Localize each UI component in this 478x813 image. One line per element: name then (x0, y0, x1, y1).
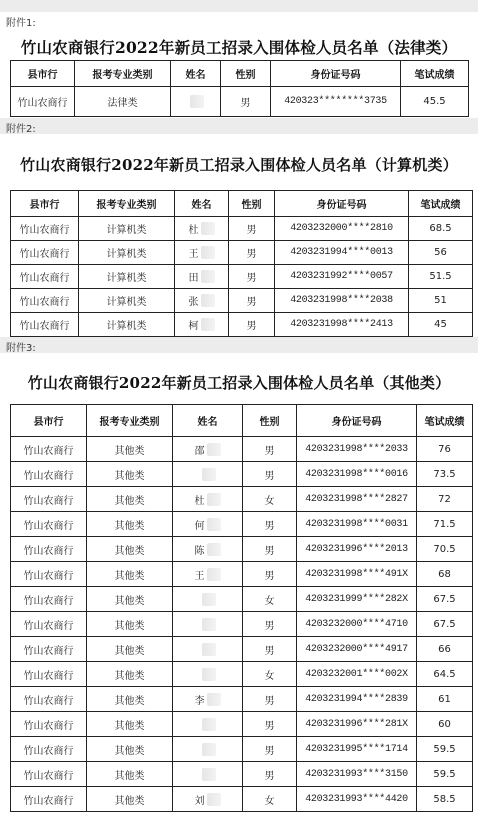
cell-gender: 女 (243, 787, 297, 812)
cell-category: 其他类 (87, 737, 173, 762)
cell-score: 71.5 (417, 512, 473, 537)
cell-name (173, 587, 243, 612)
cell-name (173, 787, 243, 812)
cell-id: 4203231996****281X (297, 712, 417, 737)
table-row (11, 289, 473, 313)
cell-category: 计算机类 (79, 265, 175, 289)
cell-name (173, 637, 243, 662)
table-row (11, 265, 473, 289)
cell-id: 4203231999****282X (297, 587, 417, 612)
cell-gender: 男 (243, 512, 297, 537)
table-row (11, 537, 473, 562)
header-name: 姓名 (175, 191, 229, 217)
table-header-row (11, 405, 473, 437)
cell-category: 其他类 (87, 512, 173, 537)
cell-gender: 男 (243, 562, 297, 587)
table-row (11, 762, 473, 787)
cell-branch: 竹山农商行 (11, 787, 87, 812)
header-branch: 县市行 (11, 61, 75, 87)
redaction-mark (201, 222, 215, 235)
cell-id: 4203231996****2013 (297, 537, 417, 562)
cell-gender: 男 (229, 217, 275, 241)
name-text: 何 (194, 520, 205, 532)
annex-2-label: 附件2: (6, 124, 36, 135)
cell-id: 4203231994****0013 (275, 241, 409, 265)
cell-score: 66 (417, 637, 473, 662)
cell-branch: 竹山农商行 (11, 487, 87, 512)
cell-branch: 竹山农商行 (11, 217, 79, 241)
cell-name (175, 289, 229, 313)
cell-score: 70.5 (417, 537, 473, 562)
cell-branch: 竹山农商行 (11, 462, 87, 487)
cell-gender: 女 (243, 587, 297, 612)
cell-category: 其他类 (87, 612, 173, 637)
cell-name (173, 562, 243, 587)
cell-id: 4203231998****0031 (297, 512, 417, 537)
cell-gender: 男 (229, 265, 275, 289)
cell-name (175, 217, 229, 241)
header-name: 姓名 (171, 61, 221, 87)
name-text: 陈 (194, 545, 205, 557)
cell-branch: 竹山农商行 (11, 265, 79, 289)
redaction-mark (207, 493, 221, 506)
header-gender: 性别 (229, 191, 275, 217)
cell-gender: 男 (243, 737, 297, 762)
cell-id: 4203231993****3150 (297, 762, 417, 787)
cell-score: 72 (417, 487, 473, 512)
cell-category: 其他类 (87, 537, 173, 562)
table-header-row (11, 191, 473, 217)
cell-branch: 竹山农商行 (11, 313, 79, 337)
redaction-mark (201, 270, 215, 283)
cell-gender: 男 (243, 712, 297, 737)
cell-name (173, 437, 243, 462)
cell-id: 4203231998****491X (297, 562, 417, 587)
cell-branch: 竹山农商行 (11, 512, 87, 537)
cell-branch: 竹山农商行 (11, 87, 75, 117)
cell-name (175, 241, 229, 265)
redaction-mark (202, 643, 216, 656)
cell-id: 4203232000****4710 (297, 612, 417, 637)
cell-score: 61 (417, 687, 473, 712)
table-row (11, 587, 473, 612)
cell-branch: 竹山农商行 (11, 587, 87, 612)
cell-gender: 男 (243, 462, 297, 487)
cell-score: 51.5 (409, 265, 473, 289)
cell-category: 其他类 (87, 562, 173, 587)
cell-category: 其他类 (87, 662, 173, 687)
section-2-title: 竹山农商银行2022年新员工招录入围体检人员名单（计算机类） (20, 156, 458, 174)
cell-score: 51 (409, 289, 473, 313)
redaction-mark (207, 693, 221, 706)
cell-name (173, 687, 243, 712)
header-category: 报考专业类别 (87, 405, 173, 437)
top-band (0, 0, 478, 12)
cell-category: 其他类 (87, 712, 173, 737)
cell-id: 420323********3735 (271, 87, 401, 117)
cell-branch: 竹山农商行 (11, 762, 87, 787)
cell-category: 其他类 (87, 437, 173, 462)
cell-branch: 竹山农商行 (11, 662, 87, 687)
cell-gender: 男 (243, 612, 297, 637)
cell-gender: 女 (243, 487, 297, 512)
cell-gender: 女 (243, 662, 297, 687)
cell-name (171, 87, 221, 117)
name-text: 刘 (194, 795, 205, 807)
cell-category: 其他类 (87, 762, 173, 787)
cell-score: 59.5 (417, 737, 473, 762)
cell-score: 45.5 (401, 87, 469, 117)
name-text: 邵 (194, 445, 205, 457)
cell-score: 58.5 (417, 787, 473, 812)
table-row (11, 712, 473, 737)
cell-score: 68.5 (409, 217, 473, 241)
cell-name (173, 762, 243, 787)
redaction-mark (202, 468, 216, 481)
cell-id: 4203231994****2839 (297, 687, 417, 712)
cell-branch: 竹山农商行 (11, 437, 87, 462)
cell-branch: 竹山农商行 (11, 562, 87, 587)
table-row (11, 687, 473, 712)
cell-name (173, 462, 243, 487)
redaction-mark (207, 568, 221, 581)
cell-id: 4203231993****4420 (297, 787, 417, 812)
cell-branch: 竹山农商行 (11, 537, 87, 562)
cell-name (173, 712, 243, 737)
table-row (11, 662, 473, 687)
section-1-title: 竹山农商银行2022年新员工招录入围体检人员名单（法律类） (20, 38, 458, 57)
section-3-title: 竹山农商银行2022年新员工招录入围体检人员名单（其他类） (27, 374, 451, 392)
cell-gender: 男 (243, 637, 297, 662)
cell-id: 4203231998****2038 (275, 289, 409, 313)
header-score: 笔试成绩 (409, 191, 473, 217)
table-row (11, 562, 473, 587)
table-row (11, 462, 473, 487)
redaction-mark (202, 768, 216, 781)
name-text: 王 (194, 570, 205, 582)
table-row (11, 437, 473, 462)
cell-score: 64.5 (417, 662, 473, 687)
cell-category: 其他类 (87, 462, 173, 487)
header-category: 报考专业类别 (75, 61, 171, 87)
cell-id: 4203231998****2413 (275, 313, 409, 337)
cell-score: 67.5 (417, 612, 473, 637)
header-score: 笔试成绩 (417, 405, 473, 437)
header-branch: 县市行 (11, 405, 87, 437)
table-header-row (11, 61, 469, 87)
name-text: 李 (194, 695, 205, 707)
name-text: 张 (188, 297, 199, 308)
redaction-mark (201, 246, 215, 259)
cell-gender: 男 (221, 87, 271, 117)
name-text: 柯 (188, 321, 199, 332)
cell-id: 4203232000****2810 (275, 217, 409, 241)
redaction-mark (207, 518, 221, 531)
cell-id: 4203232001****002X (297, 662, 417, 687)
header-branch: 县市行 (11, 191, 79, 217)
redaction-mark (202, 743, 216, 756)
cell-gender: 男 (229, 241, 275, 265)
table-row (11, 612, 473, 637)
cell-score: 68 (417, 562, 473, 587)
redaction-mark (201, 318, 215, 331)
cell-category: 其他类 (87, 637, 173, 662)
table-row (11, 241, 473, 265)
cell-category: 计算机类 (79, 313, 175, 337)
table-computer (10, 190, 473, 337)
table-row (11, 737, 473, 762)
cell-gender: 男 (243, 762, 297, 787)
redaction-mark (207, 543, 221, 556)
table-row (11, 87, 469, 117)
header-name: 姓名 (173, 405, 243, 437)
table-row (11, 637, 473, 662)
cell-name (173, 662, 243, 687)
cell-gender: 男 (243, 537, 297, 562)
header-score: 笔试成绩 (401, 61, 469, 87)
cell-branch: 竹山农商行 (11, 687, 87, 712)
cell-score: 73.5 (417, 462, 473, 487)
cell-branch: 竹山农商行 (11, 289, 79, 313)
cell-name (175, 313, 229, 337)
cell-id: 4203231998****0016 (297, 462, 417, 487)
cell-branch: 竹山农商行 (11, 637, 87, 662)
cell-id: 4203231998****2827 (297, 487, 417, 512)
header-id: 身份证号码 (271, 61, 401, 87)
cell-category: 其他类 (87, 787, 173, 812)
separator-band-2 (0, 337, 478, 353)
header-gender: 性别 (243, 405, 297, 437)
cell-name (173, 512, 243, 537)
cell-branch: 竹山农商行 (11, 712, 87, 737)
cell-category: 计算机类 (79, 241, 175, 265)
header-category: 报考专业类别 (79, 191, 175, 217)
cell-branch: 竹山农商行 (11, 737, 87, 762)
cell-score: 45 (409, 313, 473, 337)
cell-branch: 竹山农商行 (11, 612, 87, 637)
header-id: 身份证号码 (275, 191, 409, 217)
cell-category: 计算机类 (79, 217, 175, 241)
redaction-mark (207, 793, 221, 806)
table-row (11, 217, 473, 241)
annex-1-label: 附件1: (6, 18, 36, 29)
cell-branch: 竹山农商行 (11, 241, 79, 265)
cell-gender: 男 (243, 687, 297, 712)
cell-name (173, 737, 243, 762)
cell-category: 计算机类 (79, 289, 175, 313)
name-text: 王 (188, 249, 199, 260)
cell-score: 76 (417, 437, 473, 462)
annex-3-label: 附件3: (6, 343, 36, 354)
name-text: 杜 (188, 225, 199, 236)
redaction-mark (202, 668, 216, 681)
cell-score: 60 (417, 712, 473, 737)
table-row (11, 787, 473, 812)
table-row (11, 487, 473, 512)
table-other (10, 404, 473, 812)
redaction-mark (207, 443, 221, 456)
name-text: 杜 (194, 495, 205, 507)
table-row (11, 512, 473, 537)
cell-gender: 男 (243, 437, 297, 462)
cell-score: 59.5 (417, 762, 473, 787)
cell-category: 其他类 (87, 587, 173, 612)
cell-score: 67.5 (417, 587, 473, 612)
header-id: 身份证号码 (297, 405, 417, 437)
separator-band-1 (0, 118, 478, 134)
cell-name (173, 537, 243, 562)
table-row (11, 313, 473, 337)
header-gender: 性别 (221, 61, 271, 87)
redaction-mark (201, 294, 215, 307)
cell-name (173, 612, 243, 637)
cell-id: 4203232000****4917 (297, 637, 417, 662)
cell-id: 4203231992****0057 (275, 265, 409, 289)
cell-id: 4203231998****2033 (297, 437, 417, 462)
cell-name (173, 487, 243, 512)
redaction-mark (202, 593, 216, 606)
cell-category: 其他类 (87, 687, 173, 712)
cell-score: 56 (409, 241, 473, 265)
redaction-mark (190, 95, 204, 108)
cell-id: 4203231995****1714 (297, 737, 417, 762)
cell-gender: 男 (229, 289, 275, 313)
cell-category: 法律类 (75, 87, 171, 117)
cell-gender: 男 (229, 313, 275, 337)
table-law (10, 60, 469, 117)
cell-category: 其他类 (87, 487, 173, 512)
redaction-mark (202, 618, 216, 631)
cell-name (175, 265, 229, 289)
name-text: 田 (188, 273, 199, 284)
redaction-mark (202, 718, 216, 731)
